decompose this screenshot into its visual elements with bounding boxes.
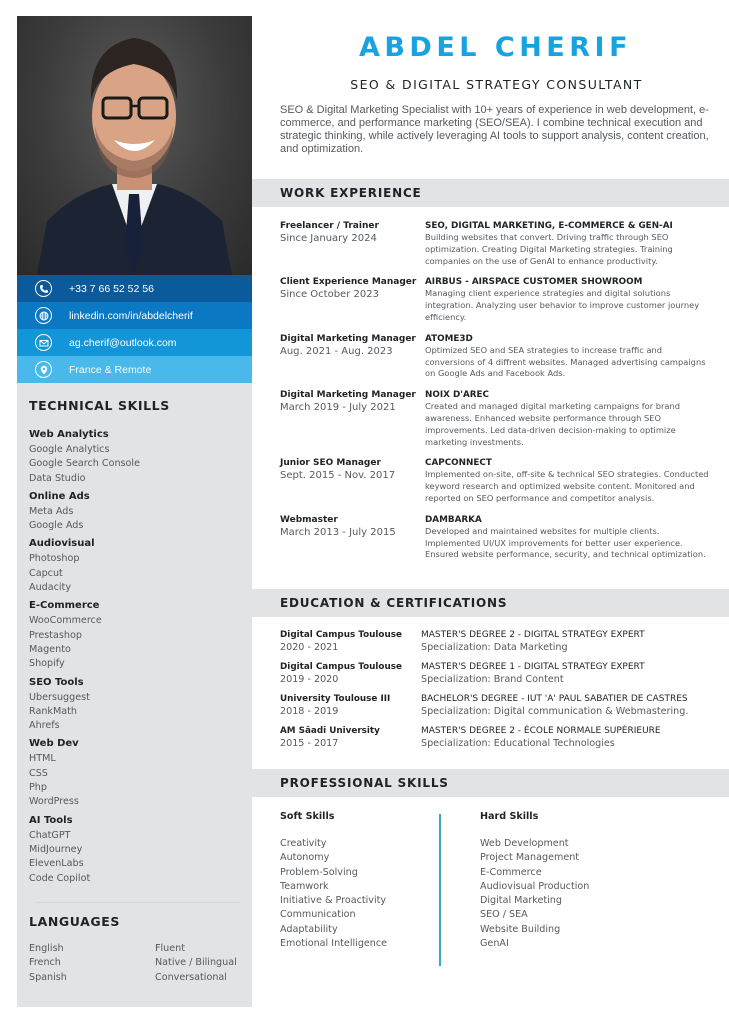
job-description: Developed and maintained websites for multiple clients. Implemented UI/UX improvements for better user experience. Ensured website performance, security, and technical optimization. bbox=[425, 525, 706, 560]
language-row bbox=[29, 956, 244, 970]
degree-specialization: Specialization: Educational Technologies bbox=[421, 738, 615, 749]
hard-skill-item: E-Commerce bbox=[480, 866, 542, 878]
language-name: Spanish bbox=[29, 971, 67, 983]
job-entry bbox=[280, 514, 710, 561]
candidate-name: ABDEL CHERIF bbox=[358, 32, 633, 63]
soft-skill-item: Teamwork bbox=[280, 880, 329, 892]
job-company: ATOME3D bbox=[425, 333, 473, 344]
job-date: March 2013 - July 2015 bbox=[280, 526, 396, 538]
school-name: Digital Campus Toulouse bbox=[280, 630, 402, 640]
hard-skills-column bbox=[480, 810, 589, 951]
soft-skill-item: Creativity bbox=[280, 838, 327, 849]
portrait-illustration bbox=[17, 16, 252, 275]
phone-number: +33 7 66 52 52 56 bbox=[69, 282, 154, 295]
job-entry bbox=[280, 457, 710, 504]
skill-group bbox=[29, 813, 244, 886]
skill-item: Magento bbox=[29, 643, 71, 655]
contact-location bbox=[17, 356, 252, 383]
skill-item: ChatGPT bbox=[29, 829, 71, 841]
job-description: Created and managed digital marketing campaigns for brand awareness. Enhanced website performance through SEO improvements. Led data-driven decision-making to optimize marketing investments. bbox=[425, 401, 681, 447]
profile-summary: SEO & Digital Marketing Specialist with 10+ years of experience in web development, e-commerce, and performance marketing (SEO/SEA). I combine technical execution and strategic thinking, while actively leveraging AI tools to support analysis, content creation, and optimization. bbox=[280, 104, 709, 155]
hard-skill-item: Project Management bbox=[480, 852, 580, 864]
linkedin-link: linkedin.com/in/abdelcherif bbox=[69, 309, 193, 322]
language-level: Native / Bilingual bbox=[155, 957, 237, 969]
skill-group bbox=[29, 427, 244, 486]
job-date: Aug. 2021 - Aug. 2023 bbox=[280, 345, 393, 357]
skill-group bbox=[29, 675, 244, 734]
work-experience-heading: WORK EXPERIENCE bbox=[280, 186, 422, 200]
skill-category: Web Dev bbox=[29, 738, 79, 750]
job-role: Digital Marketing Manager bbox=[280, 333, 416, 344]
degree-title: MASTER'S DEGREE 2 - ÉCOLE NORMALE SUPÉRIEURE bbox=[421, 726, 661, 736]
job-description: Implemented on-site, off-site & technical SEO strategies. Conducted keyword research and optimized website content. Monitored and reported on SEO performance and competitor analysis. bbox=[425, 469, 709, 503]
job-description: Building websites that convert. Driving traffic through SEO optimization. Creating Digital Marketing strategies. Training companies on the use of GenAI to enhance productivity. bbox=[425, 232, 673, 266]
soft-skill-item: Adaptability bbox=[280, 923, 338, 935]
skill-group bbox=[29, 536, 244, 595]
skill-item: Prestashop bbox=[29, 629, 82, 641]
languages-list bbox=[29, 942, 244, 985]
skill-item: Ahrefs bbox=[29, 720, 60, 732]
skill-item: Code Copilot bbox=[29, 872, 91, 884]
skill-item: Capcut bbox=[29, 567, 63, 579]
skill-item: HTML bbox=[29, 753, 56, 765]
job-role: Webmaster bbox=[280, 514, 338, 525]
skill-group bbox=[29, 736, 244, 809]
language-name: English bbox=[29, 943, 64, 954]
work-experience-list bbox=[280, 220, 710, 570]
job-company: DAMBARKA bbox=[425, 514, 482, 525]
education-years: 2020 - 2021 bbox=[280, 642, 339, 653]
soft-skills-column bbox=[280, 810, 387, 951]
language-level: Fluent bbox=[155, 943, 186, 954]
job-date: Since January 2024 bbox=[280, 233, 377, 244]
contact-linkedin[interactable] bbox=[17, 302, 252, 329]
hard-skill-item: Web Development bbox=[480, 838, 569, 849]
education-years: 2015 - 2017 bbox=[280, 738, 339, 749]
location-text: France & Remote bbox=[69, 363, 152, 376]
soft-skill-item: Problem-Solving bbox=[280, 866, 358, 878]
job-company: CAPCONNECT bbox=[425, 458, 492, 469]
skill-item: Google Analytics bbox=[29, 444, 110, 455]
school-name: AM Sâadi University bbox=[280, 726, 380, 736]
skill-item: Audacity bbox=[29, 582, 71, 594]
skill-item: Google Search Console bbox=[29, 458, 140, 470]
skill-item: WooCommerce bbox=[29, 615, 102, 627]
job-entry bbox=[280, 276, 710, 323]
job-title: SEO & DIGITAL STRATEGY CONSULTANT bbox=[350, 77, 643, 92]
school-name: University Toulouse III bbox=[280, 694, 391, 704]
education-entry bbox=[280, 661, 710, 686]
skill-item: WordPress bbox=[29, 796, 79, 808]
education-entry bbox=[280, 725, 710, 750]
skill-group bbox=[29, 489, 244, 534]
soft-skills-heading: Soft Skills bbox=[280, 811, 335, 822]
degree-title: MASTER'S DEGREE 2 - DIGITAL STRATEGY EXPERT bbox=[421, 630, 645, 640]
education-entry bbox=[280, 693, 710, 718]
education-entry bbox=[280, 629, 710, 654]
skill-category: Online Ads bbox=[29, 490, 90, 502]
hard-skill-item: Website Building bbox=[480, 923, 561, 935]
contact-email[interactable] bbox=[17, 329, 252, 356]
skill-category: AI Tools bbox=[29, 814, 73, 826]
skill-item: Google Ads bbox=[29, 520, 84, 532]
soft-skill-item: Emotional Intelligence bbox=[280, 938, 388, 950]
skill-item: Meta Ads bbox=[29, 505, 74, 517]
email-address: ag.cherif@outlook.com bbox=[69, 336, 177, 349]
hard-skill-item: SEO / SEA bbox=[480, 909, 528, 921]
degree-specialization: Specialization: Digital communication & Webmastering. bbox=[421, 706, 689, 717]
skill-item: Photoshop bbox=[29, 553, 80, 565]
skill-item: Shopify bbox=[29, 658, 65, 670]
mail-icon bbox=[35, 334, 52, 351]
skill-item: Php bbox=[29, 782, 47, 794]
location-pin-icon bbox=[35, 361, 52, 378]
hard-skill-item: GenAI bbox=[480, 938, 509, 950]
language-name: French bbox=[29, 957, 61, 969]
contact-list bbox=[17, 275, 252, 383]
skill-category: SEO Tools bbox=[29, 676, 84, 688]
hard-skills-heading: Hard Skills bbox=[480, 811, 539, 822]
education-heading: EDUCATION & CERTIFICATIONS bbox=[280, 596, 508, 610]
education-header bbox=[252, 589, 729, 617]
language-level: Conversational bbox=[155, 971, 227, 983]
hard-skill-item: Audiovisual Production bbox=[480, 880, 590, 892]
job-company: AIRBUS - AIRSPACE CUSTOMER SHOWROOM bbox=[425, 277, 643, 288]
technical-skills-section bbox=[29, 398, 244, 889]
language-row bbox=[29, 942, 244, 956]
education-years: 2018 - 2019 bbox=[280, 706, 339, 717]
school-name: Digital Campus Toulouse bbox=[280, 662, 402, 672]
profile-photo bbox=[17, 16, 252, 275]
language-row bbox=[29, 971, 244, 985]
skill-category: E-Commerce bbox=[29, 600, 100, 612]
degree-specialization: Specialization: Data Marketing bbox=[421, 642, 568, 653]
languages-heading: LANGUAGES bbox=[29, 914, 121, 929]
job-entry bbox=[280, 389, 710, 448]
skill-item: Data Studio bbox=[29, 472, 86, 484]
soft-skill-item: Communication bbox=[280, 909, 356, 921]
professional-skills-heading: PROFESSIONAL SKILLS bbox=[280, 776, 449, 790]
skill-item: MidJourney bbox=[29, 843, 83, 855]
job-role: Freelancer / Trainer bbox=[280, 221, 379, 231]
job-entry bbox=[280, 333, 710, 380]
skill-category: Web Analytics bbox=[29, 429, 109, 440]
work-experience-header bbox=[252, 179, 729, 207]
degree-title: MASTER'S DEGREE 1 - DIGITAL STRATEGY EXPERT bbox=[421, 662, 645, 672]
education-years: 2019 - 2020 bbox=[280, 674, 339, 685]
job-entry bbox=[280, 220, 710, 267]
soft-skill-item: Autonomy bbox=[280, 852, 330, 864]
job-company: NOIX D'AREC bbox=[425, 390, 490, 401]
skills-column-divider bbox=[439, 814, 441, 966]
skill-item: CSS bbox=[29, 767, 48, 779]
skill-group bbox=[29, 598, 244, 671]
skill-category: Audiovisual bbox=[29, 538, 95, 550]
degree-title: BACHELOR'S DEGREE - IUT 'A' PAUL SABATIER DE CASTRES bbox=[421, 694, 688, 704]
skill-item: ElevenLabs bbox=[29, 858, 84, 870]
job-description: Optimized SEO and SEA strategies to increase traffic and conversions of 4 diffrent websites. Managed advertising campaigns on Google Ads and Facebook Ads. bbox=[425, 344, 706, 379]
sidebar-divider bbox=[35, 902, 240, 903]
phone-icon bbox=[35, 280, 52, 297]
globe-icon bbox=[35, 307, 52, 324]
job-role: Client Experience Manager bbox=[280, 277, 417, 288]
job-company: SEO, DIGITAL MARKETING, E-COMMERCE & GEN-AI bbox=[425, 221, 673, 231]
job-description: Managing client experience strategies and digital solutions integration. Analyzing user behavior to improve customer journey efficiency. bbox=[425, 288, 700, 322]
job-date: Since October 2023 bbox=[280, 289, 379, 301]
contact-phone[interactable] bbox=[17, 275, 252, 302]
hard-skill-item: Digital Marketing bbox=[480, 895, 562, 907]
professional-skills-header bbox=[252, 769, 729, 797]
job-date: Sept. 2015 - Nov. 2017 bbox=[280, 470, 396, 482]
job-role: Digital Marketing Manager bbox=[280, 390, 416, 401]
skill-item: Ubersuggest bbox=[29, 691, 90, 703]
technical-skills-heading: TECHNICAL SKILLS bbox=[29, 398, 170, 413]
job-date: March 2019 - July 2021 bbox=[280, 402, 396, 414]
sidebar bbox=[17, 16, 252, 1007]
education-list bbox=[280, 629, 710, 757]
skill-item: RankMath bbox=[29, 705, 77, 717]
soft-skill-item: Initiative & Proactivity bbox=[280, 895, 387, 907]
professional-skills bbox=[280, 810, 710, 970]
job-role: Junior SEO Manager bbox=[280, 458, 381, 469]
degree-specialization: Specialization: Brand Content bbox=[421, 674, 564, 685]
